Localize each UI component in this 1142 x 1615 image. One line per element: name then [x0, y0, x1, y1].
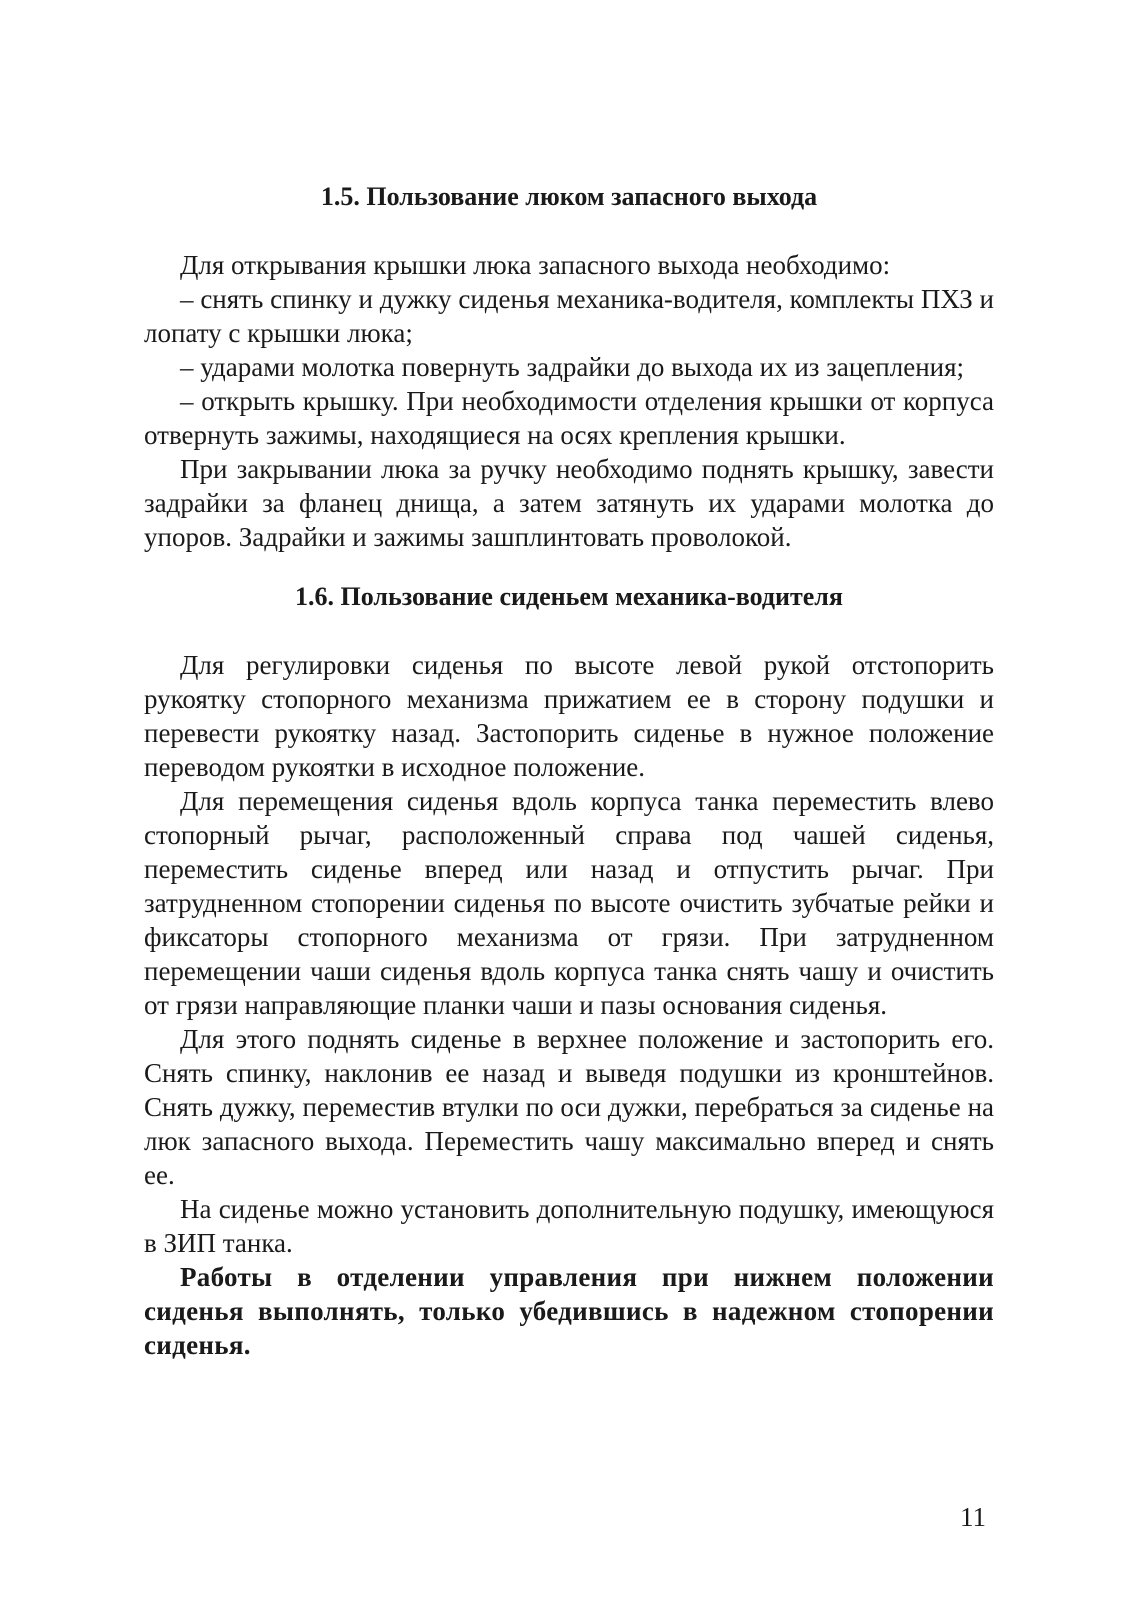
paragraph: На сиденье можно установить дополнительную подушку, имеющуюся в ЗИП танка. — [144, 1194, 994, 1258]
paragraph: При закрывании люка за ручку необходимо поднять крышку, завести задрайки за фланец днища, а затем затянуть их ударами молотка до упоров. Задрайки и зажимы зашплинтовать проволокой. — [144, 454, 994, 552]
section-heading-1-6: 1.6. Пользование сиденьем механика-водителя — [295, 582, 843, 611]
warning-paragraph: Работы в отделении управления при нижнем положении сиденья выполнять, только убедившись в надежном стопорении сиденья. — [144, 1262, 994, 1360]
paragraph: Для перемещения сиденья вдоль корпуса танка переместить влево стопорный рычаг, расположенный справа под чашей сиденья, переместить сиденье вперед или назад и отпустить рычаг. При затрудненном стопорении сиденья по высоте очистить зубчатые рейки и фиксаторы стопорного механизма от грязи. При затрудненном перемещении чаши сиденья вдоль корпуса танка снять чашу и очистить от грязи направляющие планки чаши и пазы основания сиденья. — [144, 786, 994, 1020]
document-page — [144, 180, 994, 1362]
section-heading-1-5: 1.5. Пользование люком запасного выхода — [320, 182, 818, 211]
list-item: – открыть крышку. При необходимости отделения крышки от корпуса отвернуть зажимы, находящиеся на осях крепления крышки. — [144, 386, 994, 450]
paragraph: Для этого поднять сиденье в верхнее положение и застопорить его. Снять спинку, наклонив ее назад и выведя подушки из кронштейнов. Снять дужку, переместив втулки по оси дужки, перебраться за сиденье на люк запасного выхода. Переместить чашу максимально вперед и снять ее. — [144, 1024, 994, 1190]
list-item: – ударами молотка повернуть задрайки до выхода их из зацепления; — [180, 352, 965, 382]
paragraph: Для регулировки сиденья по высоте левой рукой отстопорить рукоятку стопорного механизма прижатием ее в сторону подушки и перевести рукоятку назад. Застопорить сиденье в нужное положение переводом рукоятки в исходное положение. — [144, 650, 994, 782]
page-number: 11 — [960, 1502, 986, 1532]
list-item: – снять спинку и дужку сиденья механика-водителя, комплекты ПХЗ и лопату с крышки люка; — [144, 284, 994, 348]
paragraph: Для открывания крышки люка запасного выхода необходимо: — [180, 250, 891, 280]
